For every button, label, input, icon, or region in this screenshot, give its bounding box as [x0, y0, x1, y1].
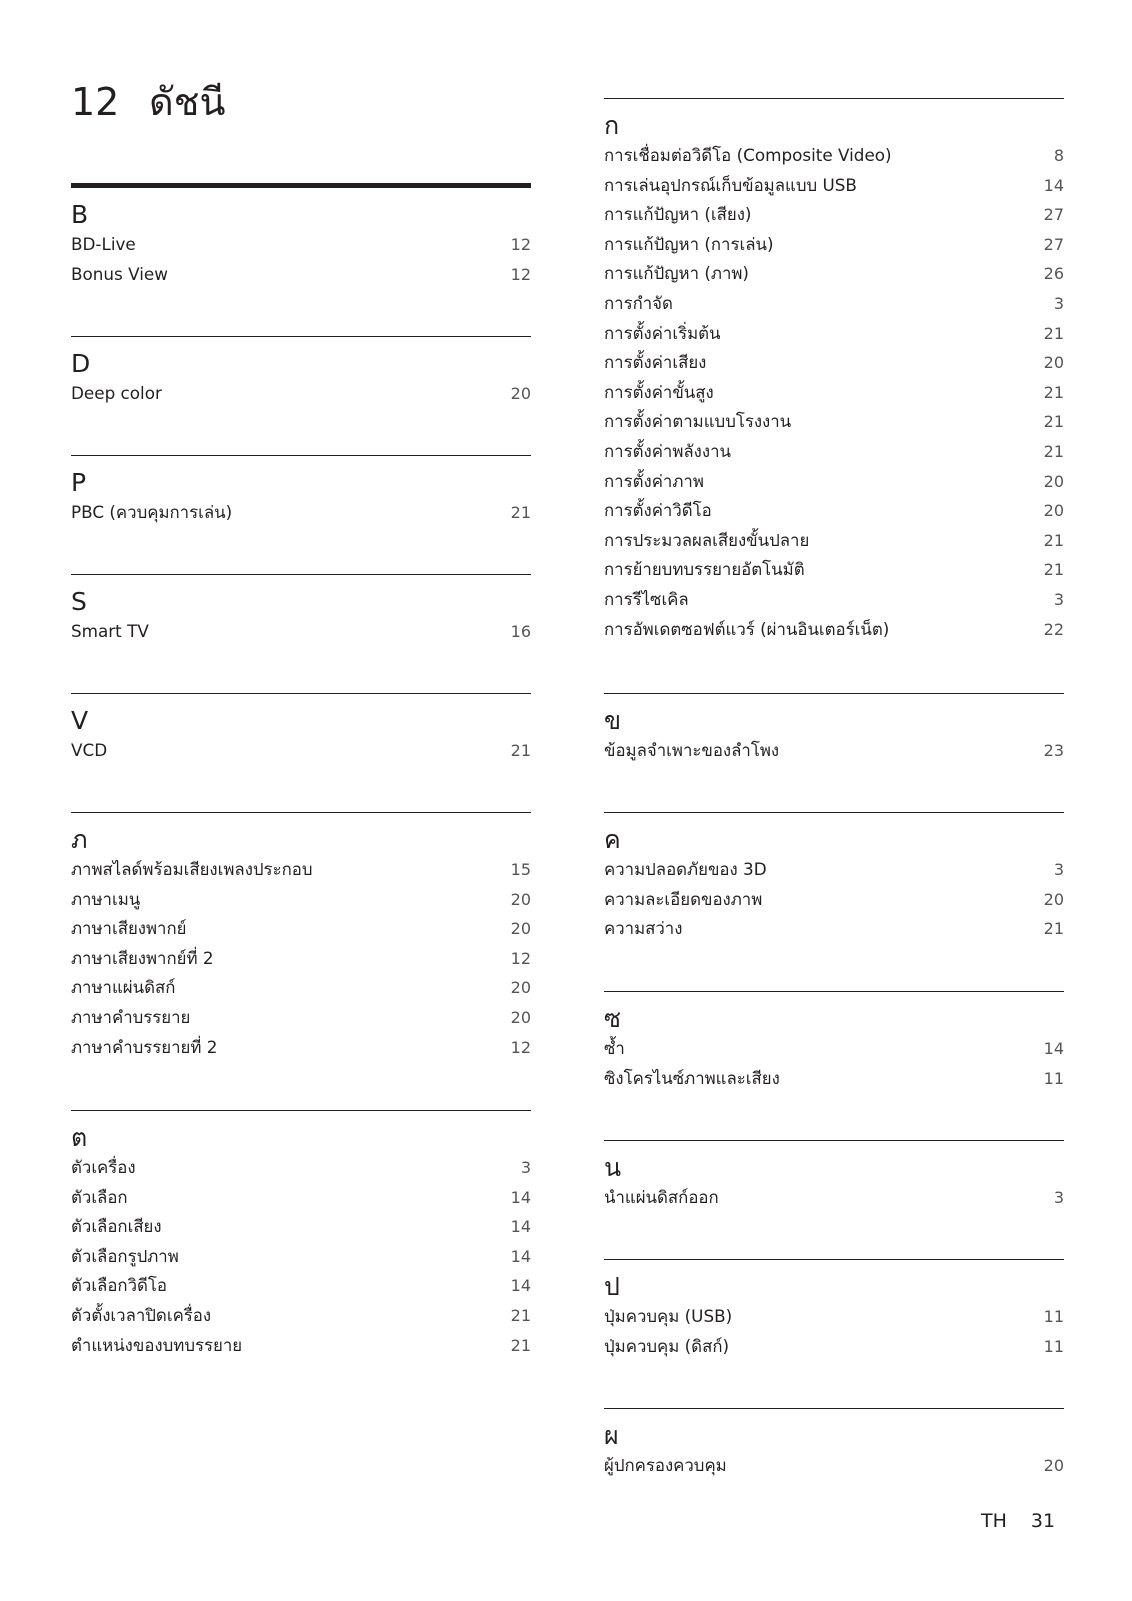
- index-group: [604, 98, 1064, 644]
- index-group: [604, 693, 1064, 766]
- index-entry: [604, 885, 1064, 915]
- index-entry-term: การย้ายบทบรรยายอัตโนมัติ: [604, 559, 805, 580]
- index-group: [604, 1408, 1064, 1481]
- index-entry: [71, 617, 531, 647]
- index-entry: [604, 1302, 1064, 1332]
- index-group-letter: B: [71, 200, 89, 229]
- index-entry-page: 8: [1053, 146, 1064, 165]
- index-entry: [71, 1242, 531, 1272]
- index-entry-term: ข้อมูลจำเพาะของลำโพง: [604, 740, 780, 760]
- index-entry-term: ภาพสไลด์พร้อมเสียงเพลงประกอบ: [71, 859, 313, 879]
- index-entry: [604, 437, 1064, 467]
- index-entry-page: 21: [1043, 441, 1064, 461]
- index-entry: [604, 467, 1064, 497]
- footer-language: TH: [981, 1510, 1007, 1532]
- index-entry-term: การแก้ปัญหา (เสียง): [604, 204, 752, 225]
- index-entry-page: 20: [1043, 1456, 1064, 1475]
- index-entry-page: 14: [510, 1187, 531, 1207]
- index-entry: [604, 378, 1064, 408]
- index-entry: [604, 1064, 1064, 1094]
- index-entry: [71, 1301, 531, 1331]
- index-entry: [604, 141, 1064, 171]
- index-entry-page: 21: [1043, 412, 1064, 432]
- index-group-letter: P: [71, 468, 87, 497]
- index-entry-term: ภาษาคำบรรยายที่ 2: [71, 1036, 218, 1057]
- index-entry: [71, 1331, 531, 1361]
- index-entry-page: 14: [510, 1246, 531, 1266]
- index-entry-term: การตั้งค่าเริ่มต้น: [604, 322, 721, 343]
- index-group: [604, 991, 1064, 1093]
- index-group-letter: ข: [604, 706, 622, 735]
- index-entry: [604, 171, 1064, 201]
- index-entry-term: นำแผ่นดิสก์ออก: [604, 1187, 719, 1207]
- index-entry-page: 21: [1043, 382, 1064, 402]
- index-entry-term: การเล่นอุปกรณ์เก็บข้อมูลแบบ USB: [604, 174, 857, 195]
- index-group-letter: ป: [604, 1272, 620, 1301]
- index-entry-term: ซ้ำ: [604, 1038, 625, 1058]
- index-column-right: [604, 0, 1064, 1601]
- index-entry: [604, 230, 1064, 260]
- index-entry-page: 11: [1043, 1068, 1064, 1088]
- index-entry-term: การรีไซเคิล: [604, 588, 689, 609]
- index-entry-page: 20: [510, 384, 531, 403]
- index-entry-term: ผู้ปกครองควบคุม: [604, 1455, 727, 1475]
- index-group-letter: V: [71, 706, 89, 735]
- index-group: [71, 455, 531, 528]
- footer-page-number: 31: [1030, 1510, 1056, 1532]
- index-group-letter: ซ: [604, 1004, 621, 1033]
- index-entry-page: 14: [1043, 1039, 1064, 1058]
- index-entry: [71, 736, 531, 766]
- index-entry-term: VCD: [71, 740, 108, 760]
- index-entry-page: 21: [1043, 530, 1064, 550]
- index-entry: [604, 496, 1064, 526]
- index-entry: [71, 379, 531, 409]
- index-entry-term: การแก้ปัญหา (การเล่น): [604, 233, 774, 254]
- index-entry-term: Deep color: [71, 383, 162, 403]
- index-group: [71, 574, 531, 647]
- index-group: [71, 336, 531, 409]
- index-entry-page: 20: [510, 889, 531, 909]
- index-entry: [71, 973, 531, 1003]
- index-entry-page: 21: [510, 503, 531, 522]
- index-entry-term: ตำแหน่งของบทบรรยาย: [71, 1334, 243, 1355]
- index-entry-page: 14: [510, 1217, 531, 1237]
- index-entry: [604, 1332, 1064, 1362]
- index-entry-page: 11: [1043, 1307, 1064, 1326]
- index-entry: [71, 1153, 531, 1183]
- index-entry-page: 11: [1043, 1336, 1064, 1356]
- index-entry-page: 21: [1043, 919, 1064, 939]
- index-group: [604, 812, 1064, 944]
- index-entry-page: 27: [1043, 234, 1064, 254]
- index-entry-term: ความปลอดภัยของ 3D: [604, 859, 767, 879]
- index-entry: [71, 855, 531, 885]
- index-entry-term: การเชื่อมต่อวิดีโอ (Composite Video): [604, 145, 892, 165]
- index-entry: [604, 1183, 1064, 1213]
- index-entry-page: 26: [1043, 264, 1064, 284]
- index-entry-page: 20: [1043, 501, 1064, 521]
- index-entry-term: การตั้งค่าวิดีโอ: [604, 500, 712, 521]
- chapter-title: ดัชนี: [149, 80, 226, 124]
- index-group-letter: D: [71, 349, 91, 378]
- index-entry-term: ภาษาเสียงพากย์: [71, 918, 187, 939]
- index-entry-term: ตัวเลือกเสียง: [71, 1216, 162, 1237]
- index-entry-term: ตัวเลือกวิดีโอ: [71, 1275, 167, 1296]
- index-entry: [71, 1212, 531, 1242]
- index-entry-term: ภาษาเมนู: [71, 888, 141, 909]
- index-entry-page: 21: [1043, 560, 1064, 580]
- index-entry: [604, 319, 1064, 349]
- index-entry: [604, 407, 1064, 437]
- index-entry-term: ตัวเลือกรูปภาพ: [71, 1245, 179, 1266]
- index-entry-page: 12: [510, 264, 531, 284]
- index-entry: [604, 348, 1064, 378]
- index-entry-term: ความละเอียดของภาพ: [604, 888, 763, 909]
- index-entry-page: 3: [1053, 1188, 1064, 1207]
- index-entry-term: ปุ่มควบคุม (ดิสก์): [604, 1335, 730, 1356]
- index-group-letter: ผ: [604, 1421, 619, 1450]
- index-entry: [71, 1183, 531, 1213]
- index-entry-page: 20: [1043, 889, 1064, 909]
- index-entry-term: การกำจัด: [604, 292, 673, 313]
- index-group: [71, 693, 531, 766]
- index-entry-term: การตั้งค่าภาพ: [604, 470, 704, 491]
- index-entry: [604, 855, 1064, 885]
- index-entry: [71, 260, 531, 290]
- index-entry: [71, 1271, 531, 1301]
- index-entry: [604, 200, 1064, 230]
- index-entry-term: ตัวเลือก: [71, 1186, 128, 1207]
- index-entry: [604, 526, 1064, 556]
- index-entry: [604, 1451, 1064, 1481]
- index-entry-term: การตั้งค่าตามแบบโรงงาน: [604, 411, 792, 432]
- index-entry-term: ภาษาแผ่นดิสก์: [71, 977, 176, 998]
- index-entry-page: 27: [1043, 205, 1064, 225]
- index-entry-term: การตั้งค่าขั้นสูง: [604, 381, 714, 402]
- index-entry-term: ปุ่มควบคุม (USB): [604, 1306, 733, 1326]
- index-entry-page: 3: [1053, 589, 1064, 609]
- index-entry: [71, 944, 531, 974]
- index-entry-page: 3: [1053, 293, 1064, 313]
- index-entry-term: ตัวเครื่อง: [71, 1157, 136, 1177]
- chapter-number: 12: [71, 80, 120, 124]
- index-entry: [604, 289, 1064, 319]
- index-entry-page: 21: [510, 741, 531, 760]
- index-entry-page: 22: [1043, 619, 1064, 639]
- index-entry: [71, 1003, 531, 1033]
- index-group-letter: ต: [71, 1123, 88, 1152]
- index-entry: [604, 615, 1064, 645]
- index-entry-term: Bonus View: [71, 263, 168, 284]
- index-group: [71, 200, 531, 289]
- index-group: [604, 1140, 1064, 1213]
- index-group: [604, 1259, 1064, 1361]
- index-entry-page: 21: [510, 1335, 531, 1355]
- index-group-letter: น: [604, 1153, 622, 1182]
- index-entry-page: 15: [510, 860, 531, 879]
- index-entry-page: 12: [510, 1037, 531, 1057]
- index-entry-term: ภาษาคำบรรยาย: [71, 1006, 191, 1027]
- page-footer: [981, 1508, 1055, 1534]
- index-entry: [71, 885, 531, 915]
- index-entry-term: ซิงโครไนซ์ภาพและเสียง: [604, 1067, 780, 1088]
- index-group-letter: ภ: [71, 825, 88, 854]
- index-group-letter: S: [71, 587, 87, 616]
- index-entry: [604, 259, 1064, 289]
- index-entry: [71, 914, 531, 944]
- index-entry-term: การแก้ปัญหา (ภาพ): [604, 263, 749, 284]
- index-entry: [71, 1033, 531, 1063]
- index-entry: [71, 230, 531, 260]
- index-entry-page: 20: [1043, 353, 1064, 373]
- index-entry: [604, 585, 1064, 615]
- index-entry-page: 14: [510, 1276, 531, 1296]
- index-entry-page: 20: [510, 978, 531, 998]
- index-entry-page: 20: [510, 919, 531, 939]
- index-entry: [71, 498, 531, 528]
- index-entry-term: การอัพเดตซอฟต์แวร์ (ผ่านอินเตอร์เน็ต): [604, 618, 890, 639]
- index-entry-page: 12: [510, 235, 531, 254]
- index-entry-page: 21: [510, 1305, 531, 1325]
- index-entry-page: 21: [1043, 323, 1064, 343]
- index-group-letter: ค: [604, 825, 621, 854]
- index-entry: [604, 1034, 1064, 1064]
- index-entry-term: Smart TV: [71, 621, 149, 641]
- index-entry-term: การตั้งค่าพลังงาน: [604, 440, 731, 461]
- index-group: [71, 812, 531, 1062]
- index-entry-page: 3: [520, 1158, 531, 1177]
- index-entry-page: 12: [510, 948, 531, 968]
- index-entry-term: การตั้งค่าเสียง: [604, 352, 707, 373]
- index-entry-page: 16: [510, 622, 531, 641]
- index-entry-page: 14: [1043, 175, 1064, 195]
- index-entry: [604, 914, 1064, 944]
- index-entry-page: 3: [1053, 860, 1064, 879]
- index-entry-term: PBC (ควบคุมการเล่น): [71, 502, 233, 522]
- index-entry-term: ตัวตั้งเวลาปิดเครื่อง: [71, 1304, 212, 1325]
- index-entry: [604, 736, 1064, 766]
- index-group-letter: ก: [604, 111, 620, 140]
- index-group: [71, 1110, 531, 1360]
- index-column-left: [71, 0, 531, 1601]
- index-entry-term: ความสว่าง: [604, 918, 683, 939]
- index-entry-page: 20: [510, 1007, 531, 1027]
- index-entry-page: 20: [1043, 471, 1064, 491]
- index-entry-term: BD-Live: [71, 234, 136, 254]
- index-entry-page: 23: [1043, 741, 1064, 760]
- index-entry-term: การประมวลผลเสียงขั้นปลาย: [604, 529, 810, 550]
- index-entry: [604, 555, 1064, 585]
- index-entry-term: ภาษาเสียงพากย์ที่ 2: [71, 947, 214, 968]
